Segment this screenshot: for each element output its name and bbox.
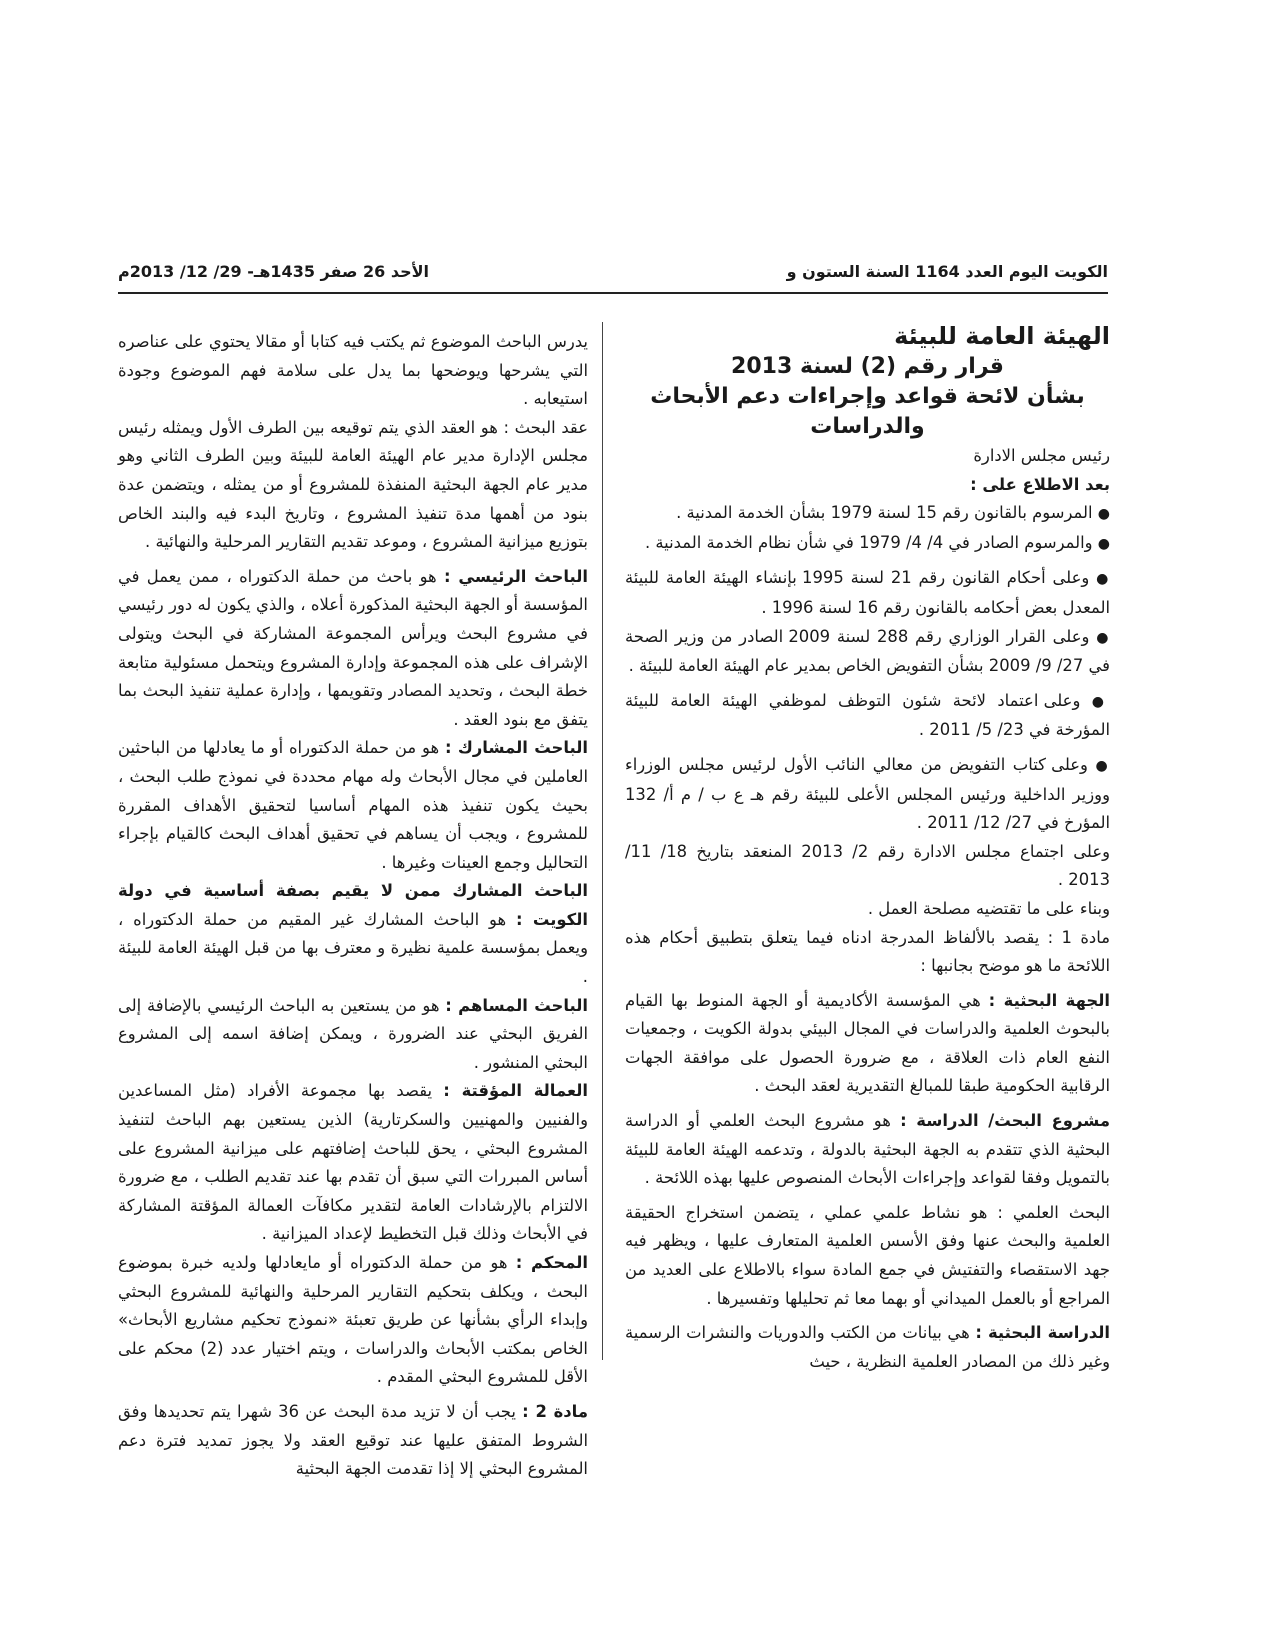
bullet-icon: ● [1091, 693, 1110, 710]
preamble-item: ● وعلى كتاب التفويض من معالي النائب الأول لرئيس مجلس الوزراء ووزير الداخلية ورئيس المجلس الأعلى للبيئة رقم هـ ع ب / م أ/ 132 المؤرخ في 27/ 12/ 2011 . [625, 754, 1110, 833]
article-1: مادة 1 : يقصد بالألفاظ المدرجة ادناه فيما يتعلق بتطبيق أحكام هذه اللائحة ما هو موضح بجانبها : [625, 927, 1110, 976]
definition-project: مشروع البحث/ الدراسة : هو مشروع البحث العلمي أو الدراسة البحثية الذي تتقدم به الجهة البحثية بالدولة ، وتدعمه الهيئة العامة للبيئة بالتمويل وفقا لقواعد وإجراءات الأبحاث المنصوص عليها بهذه اللائحة . [625, 1111, 1110, 1188]
after-review-heading: بعد الاطلاع على : [970, 474, 1110, 494]
preamble-item: ● وعلى اعتماد لائحة شئون التوظف لموظفي الهيئة العامة للبيئة المؤرخة في 23/ 5/ 2011 . [625, 690, 1110, 740]
definition-principal-investigator: الباحث الرئيسي : هو باحث من حملة الدكتوراه ، ممن يعمل في المؤسسة أو الجهة البحثية المذكورة أعلاه ، والذي يكون له دور رئيسي في مشروع البحث ويرأس المجموعة المشاركة في البحث ويتولى الإشراف على هذه المجموعة وإدارة المشروع ويتحمل مسئولية متابعة خطة البحث ، وتحديد المصادر وتقويمها ، وإدارة عملية تنفيذ البحث بما يتفق مع بنود العقد . [118, 566, 588, 729]
decision-number: قرار رقم (2) لسنة 2013 [731, 354, 1004, 379]
bullet-icon: ● [1096, 571, 1110, 588]
preamble-item: ● وعلى أحكام القانون رقم 21 لسنة 1995 بإنشاء الهيئة العامة للبيئة المعدل بعض أحكامه بالقانون رقم 16 لسنة 1996 . [625, 568, 1110, 617]
definition-temporary-staff: العمالة المؤقتة : يقصد بها مجموعة الأفراد (مثل المساعدين والفنيين والمهنيين والسكرتارية) الذين يستعين بهم الباحث لتنفيذ المشروع البحثي ، يحق للباحث إضافتهم على ميزانية المشروع على أساس المبررات التي سبق أن تقدم بها عند تقديم الطلب ، مع ضرورة الالتزام بالإرشادات العامة لتقدير مكافآت العمالة المؤقتة المشاركة في الأبحاث وذلك قبل التخطيط لإعداد الميزانية . [118, 1081, 588, 1244]
definition-contract: عقد البحث : هو العقد الذي يتم توقيعه بين الطرف الأول ويمثله رئيس مجلس الإدارة مدير عام الهيئة العامة للبيئة وبين الطرف الثاني وهو مدير عام الجهة البحثية المنفذة للمشروع أو من يمثله ، ويتضمن عدة بنود من أهمها مدة تنفيذ المشروع ، وتاريخ البدء فيه والبند الخاص بتوزيع ميزانية المشروع ، وموعد تقديم التقارير المرحلية والنهائية . [118, 417, 588, 552]
study-continuation: يدرس الباحث الموضوع ثم يكتب فيه كتابا أو مقالا يحتوي على عناصره التي يشرحها ويوضحها بما يدل على سلامة فهم الموضوع وجودة استيعابه . [118, 332, 588, 409]
preamble-item: ● وعلى القرار الوزاري رقم 288 لسنة 2009 الصادر من وزير الصحة في 27/ 9/ 2009 بشأن التفويض الخاص بمدير عام الهيئة العامة للبيئة . [625, 626, 1110, 676]
bullet-icon: ● [1097, 506, 1110, 523]
definition-non-resident: الباحث المشارك ممن لا يقيم بصفة أساسية في دولة الكويت : هو الباحث المشارك غير المقيم من حملة الدكتوراه ، ويعمل بمؤسسة علمية نظيرة و معترف بها من قبل الهيئة العامة للبيئة . [118, 881, 588, 987]
definition-research: البحث العلمي : هو نشاط علمي عملي ، يتضمن استخراج الحقيقة العلمية والبحث عنها وفق الأسس العلمية المتعارف عليها ، ويظهر فيه جهد الاستقصاء والتفتيش في جمع المادة سواء بالاطلاع على العديد من المراجع أو بالعمل الميداني أو بهما معا ثم تحليلها وتفسيرها . [625, 1202, 1110, 1308]
preamble-item: ● والمرسوم الصادر في 4/ 4/ 1979 في شأن نظام الخدمة المدنية . [644, 532, 1110, 552]
page-header [118, 262, 1108, 286]
issuer: رئيس مجلس الادارة [973, 446, 1110, 465]
bullet-icon: ● [1096, 629, 1110, 646]
right-column [625, 320, 1110, 1376]
definition-study: الدراسة البحثية : هي بيانات من الكتب والدوريات والنشرات الرسمية وغير ذلك من المصادر العلمية النظرية ، حيث [625, 1323, 1110, 1371]
definition-contributor: الباحث المساهم : هو من يستعين به الباحث الرئيسي بالإضافة إلى الفريق البحثي عند الضرورة ، ويمكن إضافة اسمه إلى المشروع البحثي المنشور . [118, 995, 588, 1072]
authority-title: الهيئة العامة للبيئة [894, 322, 1110, 350]
definition-co-investigator: الباحث المشارك : هو من حملة الدكتوراه أو ما يعادلها من الباحثين العاملين في مجال الأبحاث وله مهام محددة في نموذج طلب البحث ، بحيث يكون تنفيذ هذه المهام أساسيا لتحقيق الأهداف المقررة للمشروع ، ويجب أن يساهم في تحقيق أهداف البحث كالقيام بإجراء التحاليل وجمع العينات وغيرها . [118, 738, 588, 872]
work-interest: وبناء على ما تقتضيه مصلحة العمل . [867, 898, 1110, 918]
meeting-reference: وعلى اجتماع مجلس الادارة رقم 2/ 2013 المنعقد بتاريخ 18/ 11/ 2013 . [625, 841, 1111, 890]
publication-info: الكويت اليوم العدد 1164 السنة الستون و [786, 262, 1108, 281]
column-divider [602, 322, 603, 1360]
definition-entity: الجهة البحثية : هي المؤسسة الأكاديمية أو الجهة المنوط بها القيام بالبحوث العلمية والدراسات في المجال البيئي بدولة الكويت ، وجمعيات النفع العام ذات العلاقة ، مع ضرورة الحصول على موافقة الجهات الرقابية الحكومية طبقا للمبالغ التقديرية لعقد البحث . [625, 990, 1110, 1096]
decision-subject: بشأن لائحة قواعد وإجراءات دعم الأبحاث والدراسات [650, 384, 1085, 439]
definition-reviewer: المحكم : هو من حملة الدكتوراه أو مايعادلها ولديه خبرة بموضوع البحث ، ويكلف بتحكيم التقارير المرحلية والنهائية للمشروع البحثي وإبداء الرأي بشأنها عن طريق تعبئة «نموذج تحكيم مشاريع الأبحاث» الخاص بمكتب الأبحاث والدراسات ، ويتم اختيار عدد (2) محكم على الأقل للمشروع البحثي المقدم . [118, 1253, 588, 1387]
header-rule [118, 292, 1108, 294]
bullet-icon: ● [1097, 535, 1110, 552]
left-column [118, 328, 588, 1484]
issue-date: الأحد 26 صفر 1435هـ- 29/ 12/ 2013م [118, 262, 430, 281]
bullet-icon: ● [1095, 757, 1110, 774]
article-2: مادة 2 : يجب أن لا تزيد مدة البحث عن 36 شهرا يتم تحديدها وفق الشروط المتفق عليها عند توقيع العقد ولا يجوز تمديد فترة دعم المشروع البحثي إلا إذا تقدمت الجهة البحثية [118, 1401, 588, 1479]
preamble-item: ● المرسوم بالقانون رقم 15 لسنة 1979 بشأن الخدمة المدنية . [676, 503, 1110, 523]
